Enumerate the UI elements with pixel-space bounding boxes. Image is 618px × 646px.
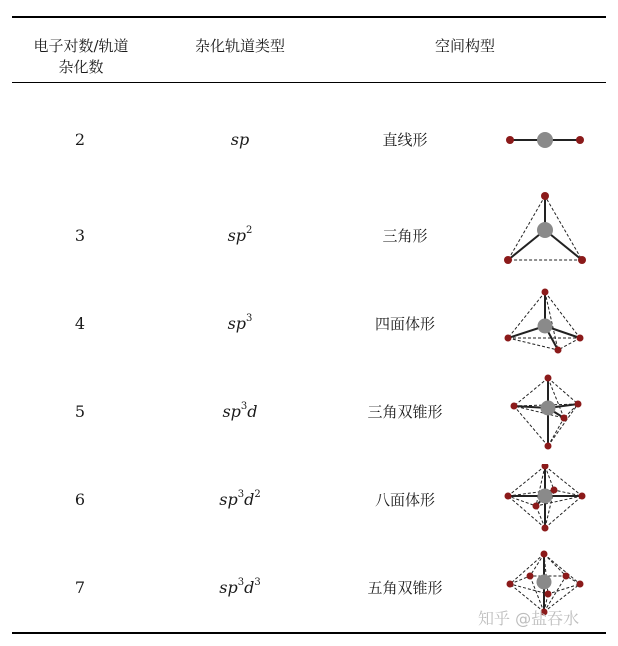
geometry-name: 四面体形 (374, 315, 435, 333)
hybrid-type: $sp^3d^3$ (219, 576, 261, 597)
geometry-name: 三角形 (382, 227, 428, 245)
geometry-name: 八面体形 (374, 491, 435, 509)
header-hybrid-type: 杂化轨道类型 (194, 37, 285, 55)
hybrid-type: $sp^3d^2$ (219, 488, 261, 509)
geometry-name: 直线形 (382, 131, 428, 149)
hybrid-type: $sp^3$ (227, 312, 253, 333)
table-row (0, 382, 618, 442)
table-row (0, 110, 618, 170)
pair-count: 3 (74, 226, 86, 245)
hybrid-type: $sp^3d$ (222, 400, 258, 421)
table-top-rule (12, 16, 606, 18)
geometry-name: 三角双锥形 (367, 403, 443, 421)
pair-count: 6 (74, 490, 86, 509)
linear-molecule-icon (500, 100, 590, 180)
hybrid-type: $sp^2$ (227, 224, 253, 245)
table-header-rule (12, 82, 606, 83)
table-row (0, 294, 618, 354)
hybrid-type: sp (230, 130, 250, 149)
pair-count: 2 (74, 130, 86, 149)
trigonal-planar-molecule-icon (500, 184, 590, 264)
table-row (0, 470, 618, 530)
tetrahedral-molecule-icon (500, 288, 590, 368)
pair-count: 7 (74, 578, 86, 597)
watermark: 知乎 @盐吞水 (478, 609, 580, 628)
octahedral-molecule-icon (500, 464, 590, 544)
header-geometry: 空间构型 (434, 37, 495, 55)
table-bottom-rule (12, 632, 606, 634)
trigonal-bipyramidal-molecule-icon (500, 374, 590, 454)
geometry-name: 五角双锥形 (367, 579, 443, 597)
header-pair-count: 电子对数/轨道 杂化数 (33, 37, 129, 76)
pair-count: 5 (74, 402, 86, 421)
table-row (0, 206, 618, 266)
pair-count: 4 (74, 314, 86, 333)
